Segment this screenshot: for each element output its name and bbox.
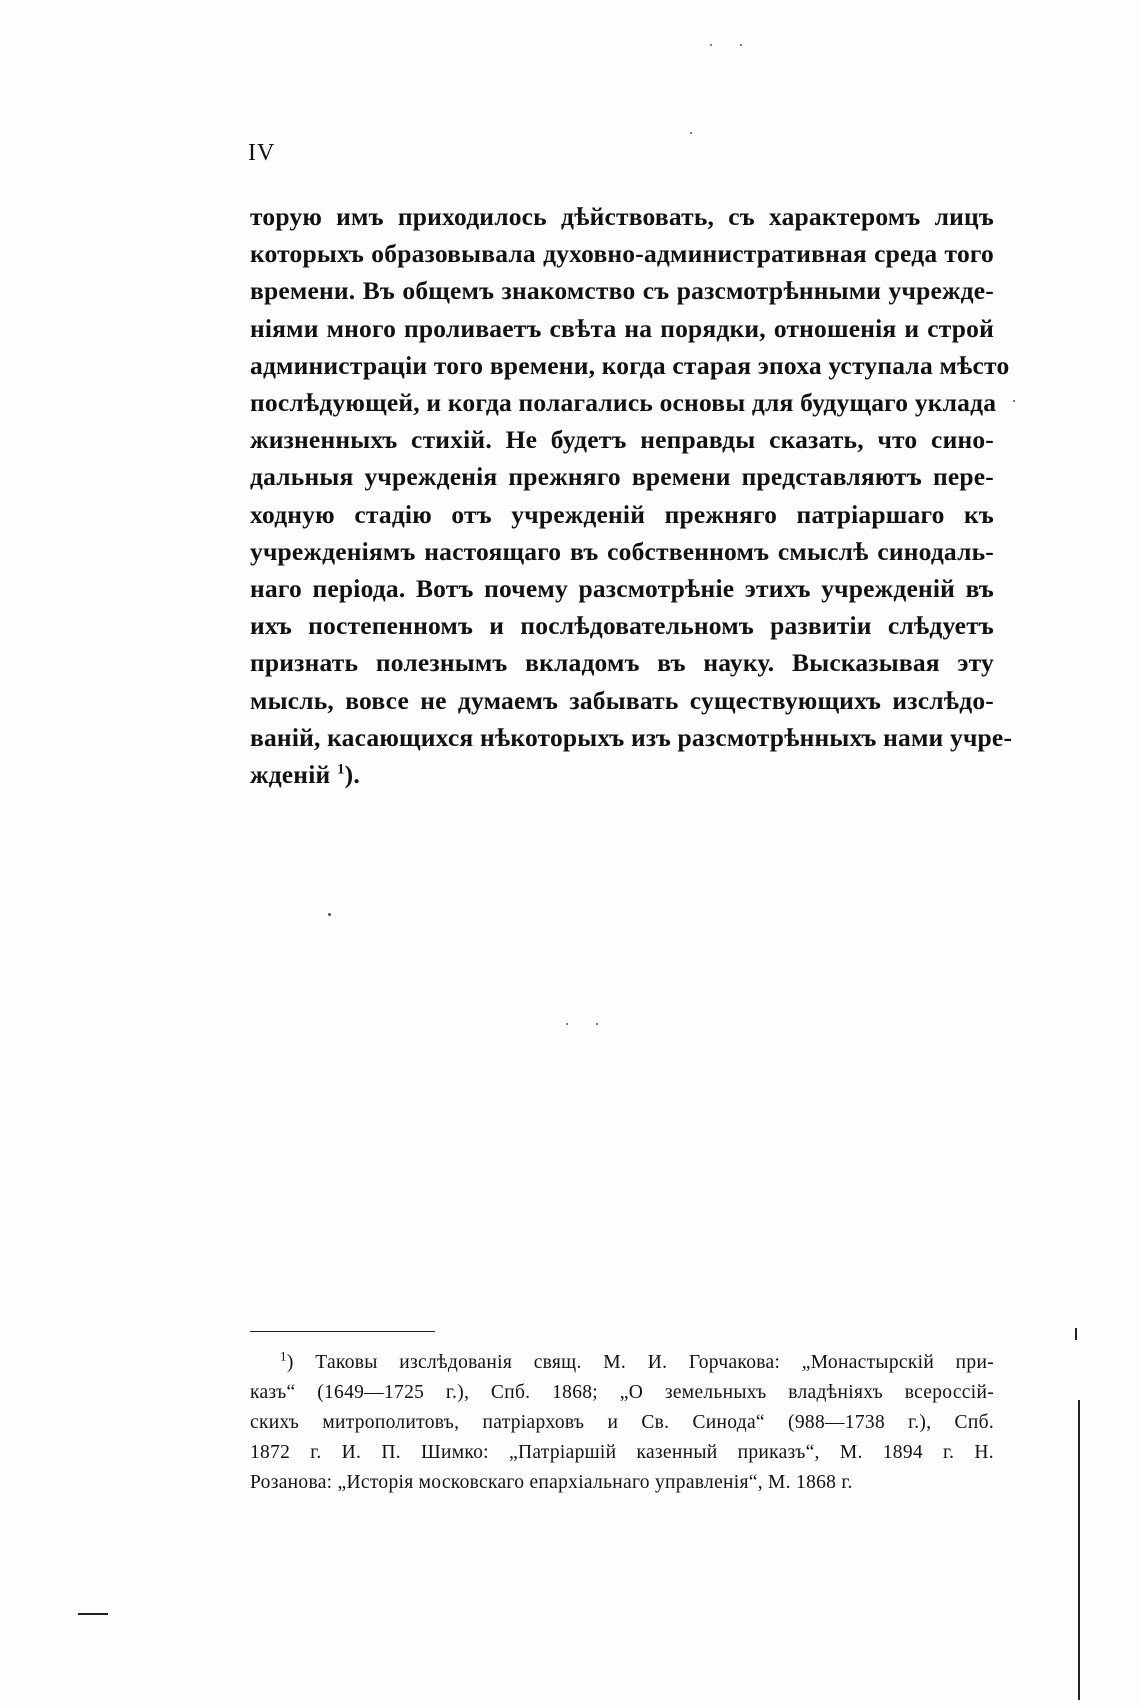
scan-speck	[596, 1023, 598, 1025]
footnote-reference[interactable]: 1	[336, 761, 345, 778]
body-line: мысль, вовсе не думаемъ забывать существующихъ изслѣдо-	[250, 685, 994, 715]
body-line: администраціи того времени, когда старая эпоха уступала мѣсто	[250, 350, 1010, 380]
body-last-line	[250, 756, 994, 793]
footnote-divider	[250, 1331, 435, 1332]
body-line: ніями много проливаетъ свѣта на порядки, отношенія и строй	[250, 313, 994, 343]
footnote-line: Розанова: „Исторія московскаго епархіальнаго управленія“, М. 1868 г.	[250, 1472, 853, 1493]
body-line: ваній, касающихся нѣкоторыхъ изъ разсмотрѣнныхъ нами учре-	[250, 722, 1013, 752]
scan-speck	[1013, 400, 1015, 402]
footnote	[250, 1348, 994, 1498]
scan-speck	[566, 1023, 568, 1025]
footnote-mark-paren: )	[286, 1352, 294, 1373]
body-line: наго періода. Вотъ почему разсмотрѣніе этихъ учрежденій въ	[250, 574, 994, 604]
scan-edge-mark	[1078, 1400, 1080, 1700]
footnote-line: казъ“ (1649—1725 г.), Спб. 1868; „О земельныхъ владѣніяхъ всероссій-	[250, 1382, 994, 1403]
body-line: жденій	[250, 760, 331, 790]
scan-speck	[740, 44, 742, 46]
body-text	[250, 198, 1013, 793]
scan-speck	[710, 44, 712, 46]
body-line: дальныя учрежденія прежняго времени представляютъ пере-	[250, 462, 994, 492]
body-line: послѣдующей, и когда полагались основы для будущаго уклада	[250, 388, 997, 418]
body-line: ихъ постепенномъ и послѣдовательномъ развитіи слѣдуетъ	[250, 611, 994, 641]
page-number: IV	[248, 140, 276, 166]
scan-speck	[328, 913, 331, 916]
scan-edge-mark	[78, 1613, 108, 1615]
body-line: времени. Въ общемъ знакомство съ разсмотрѣнными учрежде-	[250, 276, 994, 306]
footnote-line-text: Таковы изслѣдованія свящ. М. И. Горчакова: „Монастырскій при-	[315, 1352, 994, 1373]
body-line: признать полезнымъ вкладомъ въ науку. Высказывая эту	[250, 648, 994, 678]
footnote-mark: 1	[280, 1348, 287, 1364]
body-line: учрежденіямъ настоящаго въ собственномъ смыслѣ синодаль-	[250, 536, 994, 566]
body-closing: ).	[344, 760, 360, 790]
scan-edge-mark	[1075, 1328, 1077, 1340]
body-line: жизненныхъ стихій. Не будетъ неправды сказать, что сино-	[250, 425, 994, 455]
body-line: торую имъ приходилось дѣйствовать, съ характеромъ лицъ	[250, 202, 994, 231]
footnote-line: 1872 г. И. П. Шимко: „Патріаршій казенный приказъ“, М. 1894 г. Н.	[250, 1442, 994, 1463]
scan-speck	[690, 132, 692, 134]
footnote-line	[250, 1348, 994, 1378]
body-line: ходную стадію отъ учрежденій прежняго патріаршаго къ	[250, 499, 994, 529]
footnote-line: скихъ митрополитовъ, патріарховъ и Св. Синода“ (988—1738 г.), Спб.	[250, 1412, 994, 1433]
body-line: которыхъ образовывала духовно-административная среда того	[250, 239, 994, 269]
